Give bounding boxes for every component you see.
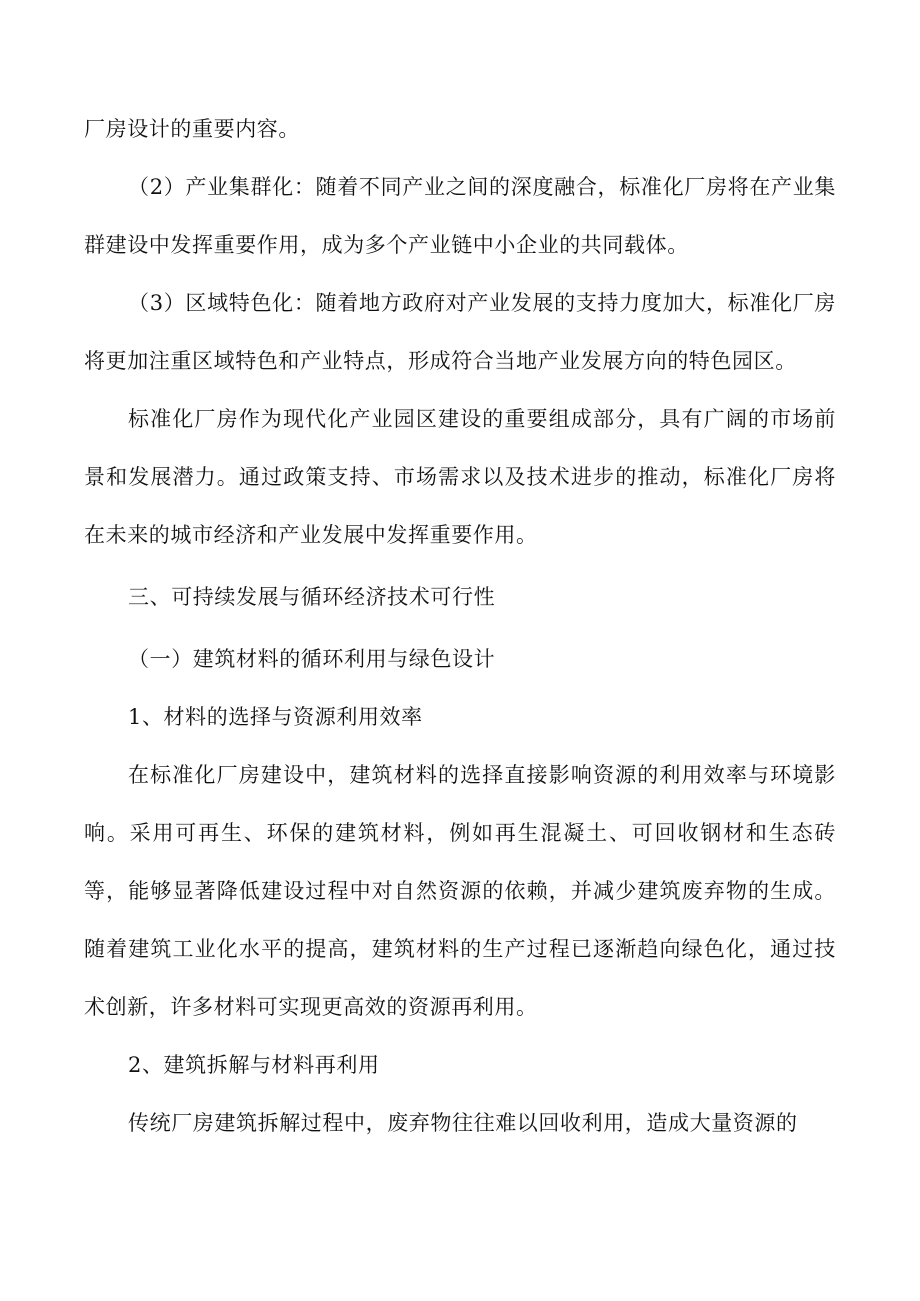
continued-paragraph: 厂房设计的重要内容。 xyxy=(84,117,300,141)
item-heading-material-selection: 1、材料的选择与资源利用效率 xyxy=(128,705,423,729)
subsection-heading: （一）建筑材料的循环利用与绿色设计 xyxy=(128,647,496,671)
paragraph-industrial-clustering: （2）产业集群化：随着不同产业之间的深度融合，标准化厂房将在产业集群建设中发挥重要作用，成为多个产业链中小企业的共同载体。 xyxy=(84,175,836,257)
paragraph-market-outlook: 标准化厂房作为现代化产业园区建设的重要组成部分，具有广阔的市场前景和发展潜力。通过政策支持、市场需求以及技术进步的推动，标准化厂房将在未来的城市经济和产业发展中发挥重要作用。 xyxy=(84,407,836,547)
section-heading: 三、可持续发展与循环经济技术可行性 xyxy=(128,585,496,609)
paragraph-demolition-reuse: 传统厂房建筑拆解过程中，废弃物往往难以回收利用，造成大量资源的 xyxy=(128,1111,798,1135)
paragraph-material-selection: 在标准化厂房建设中，建筑材料的选择直接影响资源的利用效率与环境影响。采用可再生、环保的建筑材料，例如再生混凝土、可回收钢材和生态砖等，能够显著降低建设过程中对自然资源的依赖，并减少建筑废弃物的生成。随着建筑工业化水平的提高，建筑材料的生产过程已逐渐趋向绿色化，通过技术创新，许多材料可实现更高效的资源再利用。 xyxy=(84,763,836,1019)
paragraph-regional-characteristics: （3）区域特色化：随着地方政府对产业发展的支持力度加大，标准化厂房将更加注重区域特色和产业特点，形成符合当地产业发展方向的特色园区。 xyxy=(84,291,836,373)
item-heading-demolition-reuse: 2、建筑拆解与材料再利用 xyxy=(128,1053,380,1077)
